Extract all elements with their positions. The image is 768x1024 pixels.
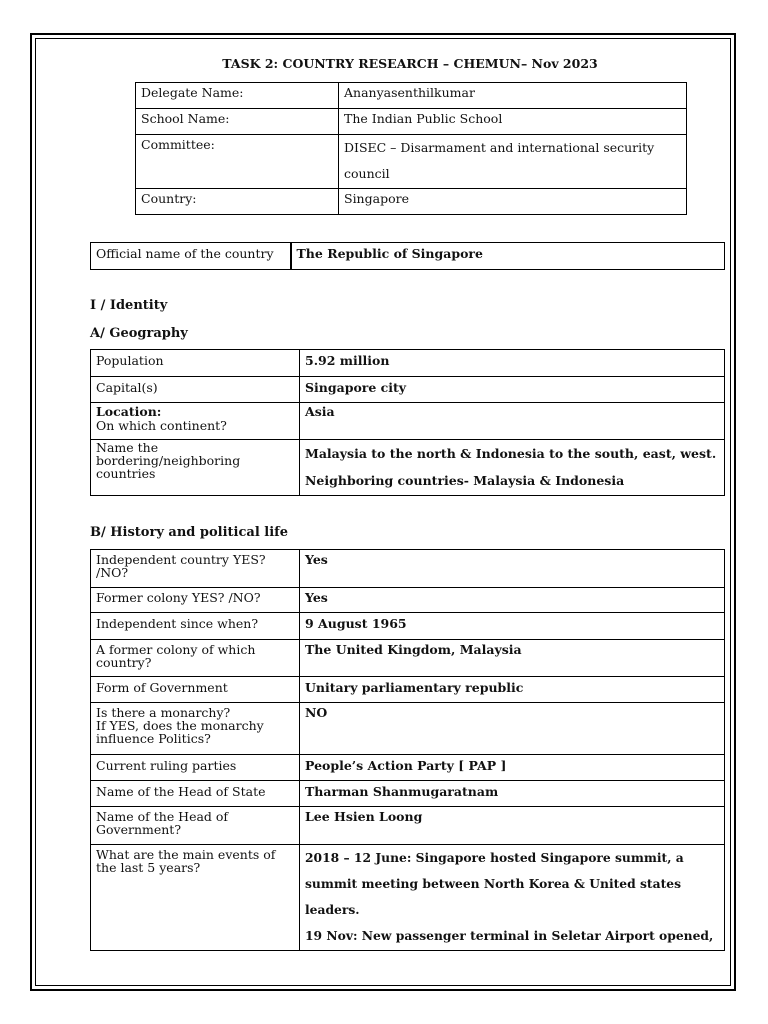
table-row xyxy=(136,83,687,109)
table-row xyxy=(91,550,725,588)
official-name-value: The Republic of Singapore xyxy=(291,243,725,270)
colony-of-label: A former colony of which country? xyxy=(91,640,300,677)
head-of-government-label: Name of the Head of Government? xyxy=(91,807,300,845)
independent-value: Yes xyxy=(300,550,725,588)
government-form-label: Form of Government xyxy=(91,677,300,703)
monarchy-label-cell xyxy=(91,703,300,755)
ruling-parties-label: Current ruling parties xyxy=(91,755,300,781)
table-row xyxy=(91,613,725,640)
section-identity-heading: I / Identity xyxy=(90,298,168,313)
location-value: Asia xyxy=(300,403,725,440)
table-row xyxy=(136,189,687,215)
head-of-state-label: Name of the Head of State xyxy=(91,781,300,807)
population-value: 5.92 million xyxy=(300,350,725,377)
neighbors-value: Malaysia to the north & Indonesia to the south, east, west. xyxy=(305,446,717,461)
table-row xyxy=(91,588,725,613)
table-row xyxy=(91,845,725,951)
head-of-government-value: Lee Hsien Loong xyxy=(300,807,725,845)
country-value: Singapore xyxy=(339,189,687,215)
delegate-name-value: Ananyasenthilkumar xyxy=(339,83,687,109)
committee-value: DISEC – Disarmament and international security council xyxy=(339,135,687,189)
table-row xyxy=(91,807,725,845)
school-name-value: The Indian Public School xyxy=(339,109,687,135)
capital-label: Capital(s) xyxy=(91,377,300,403)
table-row xyxy=(136,135,687,189)
table-row xyxy=(91,677,725,703)
section-geography-heading: A/ Geography xyxy=(90,326,188,341)
table-row xyxy=(91,377,725,403)
official-name-table xyxy=(90,242,725,270)
table-row xyxy=(91,440,725,496)
monarchy-value: NO xyxy=(300,703,725,755)
table-row xyxy=(91,703,725,755)
government-form-value: Unitary parliamentary republic xyxy=(300,677,725,703)
history-table xyxy=(90,549,725,951)
geography-table xyxy=(90,349,725,496)
independent-label: Independent country YES? /NO? xyxy=(91,550,300,588)
location-label: Location: xyxy=(96,404,162,419)
monarchy-sublabel: If YES, does the monarchy influence Politics? xyxy=(96,718,264,746)
country-label: Country: xyxy=(136,189,339,215)
independent-since-label: Independent since when? xyxy=(91,613,300,640)
location-label-cell xyxy=(91,403,300,440)
table-row xyxy=(91,781,725,807)
table-row xyxy=(91,755,725,781)
delegate-table xyxy=(135,82,687,215)
head-of-state-value: Tharman Shanmugaratnam xyxy=(300,781,725,807)
ruling-parties-value: People’s Action Party [ PAP ] xyxy=(300,755,725,781)
section-history-heading: B/ History and political life xyxy=(90,525,289,540)
neighbors-value-2: Neighboring countries- Malaysia & Indonesia xyxy=(305,473,625,488)
independent-since-value: 9 August 1965 xyxy=(300,613,725,640)
main-events-value-2: 19 Nov: New passenger terminal in Seletar Airport opened, xyxy=(305,928,714,943)
committee-label: Committee: xyxy=(136,135,339,189)
former-colony-value: Yes xyxy=(300,588,725,613)
neighbors-value-cell xyxy=(300,440,725,496)
page-title: TASK 2: COUNTRY RESEARCH – CHEMUN– Nov 2023 xyxy=(222,56,598,71)
population-label: Population xyxy=(91,350,300,377)
main-events-value: 2018 – 12 June: Singapore hosted Singapore summit, a summit meeting between North Korea & United states leaders. xyxy=(305,850,684,917)
school-name-label: School Name: xyxy=(136,109,339,135)
table-row xyxy=(91,403,725,440)
monarchy-label: Is there a monarchy? xyxy=(96,705,231,720)
table-row xyxy=(91,243,725,270)
main-events-label: What are the main events of the last 5 years? xyxy=(91,845,300,951)
table-row xyxy=(136,109,687,135)
main-events-value-cell xyxy=(300,845,725,951)
neighbors-label: Name the bordering/neighboring countries xyxy=(91,440,300,496)
location-sublabel: On which continent? xyxy=(96,418,227,433)
capital-value: Singapore city xyxy=(300,377,725,403)
colony-of-value: The United Kingdom, Malaysia xyxy=(300,640,725,677)
official-name-label: Official name of the country xyxy=(91,243,291,270)
delegate-name-label: Delegate Name: xyxy=(136,83,339,109)
table-row xyxy=(91,640,725,677)
former-colony-label: Former colony YES? /NO? xyxy=(91,588,300,613)
table-row xyxy=(91,350,725,377)
